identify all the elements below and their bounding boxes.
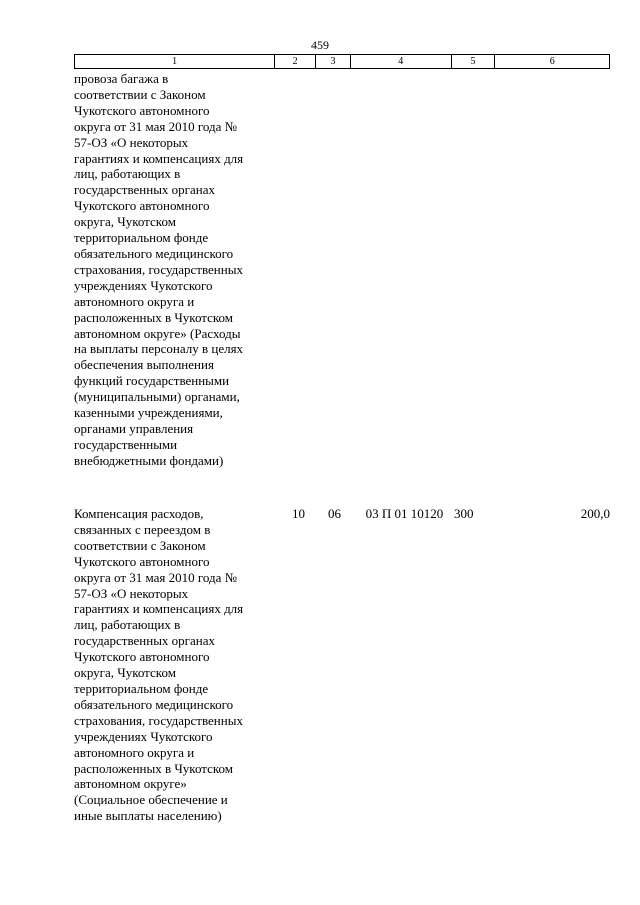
column-header-4: 4 [351, 55, 452, 68]
row-section: 10 [292, 506, 305, 521]
column-header-6: 6 [549, 56, 555, 67]
row-target-code [351, 71, 452, 469]
page-number: 459 [311, 38, 329, 52]
row-subsection: 06 [328, 506, 341, 521]
column-header-1: 1 [75, 55, 275, 68]
table-header [74, 54, 610, 69]
row-section [275, 71, 316, 469]
row-expense-type [452, 71, 496, 469]
table-row [74, 71, 610, 469]
row-subsection [316, 71, 351, 469]
row-expense-type: 300 [454, 506, 474, 521]
column-header-5: 5 [452, 55, 496, 68]
row-amount [496, 71, 610, 469]
table-row [74, 506, 610, 824]
row-target-code: 03 П 01 10120 [365, 506, 444, 521]
column-header-2: 2 [275, 55, 316, 68]
row-amount: 200,0 [580, 506, 610, 521]
row-description: Компенсация расходов, связанных с переездом в соответствии с Законом Чукотского автономного округа от 31 мая 2010 года № 57-ОЗ «О некоторых гарантиях и компенсациях для лиц, работающих в государственных органах Чукотского автономного округа, Чукотском территориальном фонде обязательного медицинского страхования, государственных учреждениях Чукотского автономного округа и расположенных в Чукотском автономном округе» (Социальное обеспечение и иные выплаты населению) [74, 506, 244, 824]
row-description: провоза багажа в соответствии с Законом Чукотского автономного округа от 31 мая 2010 года № 57-ОЗ «О некоторых гарантиях и компенсациях для лиц, работающих в государственных органах Чукотского автономного округа, Чукотском территориальном фонде обязательного медицинского страхования, государственных учреждениях Чукотского автономного округа и расположенных в Чукотском автономном округе» (Расходы на выплаты персоналу в целях обеспечения выполнения функций государственными (муниципальными) органами, казенными учреждениями, органами управления государственными внебюджетными фондами) [74, 71, 244, 468]
column-header-3: 3 [316, 55, 351, 68]
